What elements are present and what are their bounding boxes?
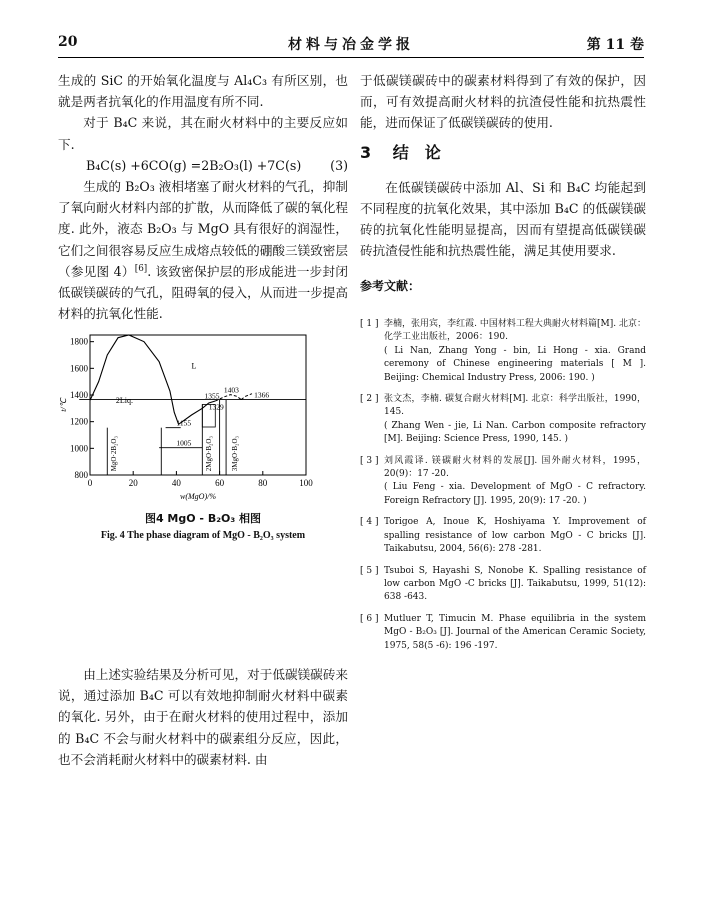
left-column-top xyxy=(58,70,348,324)
paragraph: 由上述实验结果及分析可见，对于低碳镁碳砖来说，通过添加 B₄C 可以有效地抑制耐火材料中碳素的氧化. 另外，由于在耐火材料的使用过程中，添加的 B₄C 不会与耐火材料中的碳素组分反应，因此，也不会消耗耐火材料中的碳素材料. 由 xyxy=(58,667,348,767)
region-label-2liq: 2Liq. xyxy=(115,396,134,405)
reference-body xyxy=(384,565,646,605)
reference-number: [ 1 ] xyxy=(360,319,379,329)
temperature-label: 1329 xyxy=(208,402,224,412)
reference-item xyxy=(360,613,646,653)
reference-item xyxy=(360,565,646,605)
reference-text-cn: 刘风霞译. 镁碳耐火材料的发展[J]. 国外耐火材料，1995，20(9)：17 -20. xyxy=(384,455,646,480)
reference-text-en: Torigoe A, Inoue K, Hoshiyama Y. Improvement of spalling resistance of low carbon MgO - C bricks [J]. Taikabutsu, 2004, 56(6): 278 -281. xyxy=(384,517,646,555)
compound-label: 2MgO·B₂O₃ xyxy=(204,436,213,472)
reference-body xyxy=(384,455,646,509)
reference-body xyxy=(384,393,646,447)
y-tick-label: 1800 xyxy=(70,336,88,347)
paragraph: 于低碳镁碳砖中的碳素材料得到了有效的保护，因而，可有效提高耐火材料的抗渣侵性能和抗热震性能，进而保证了低碳镁碳砖的使用. xyxy=(360,73,646,131)
reference-number: [ 3 ] xyxy=(360,455,379,466)
paragraph: 生成的 SiC 的开始氧化温度与 Al₄C₃ 有所区别，也就是两者抗氧化的作用温度有所不同. xyxy=(58,73,348,110)
reference-item xyxy=(360,393,646,447)
figure-4 xyxy=(58,325,348,655)
equation-number: (3) xyxy=(330,157,348,173)
temperature-label: 1005 xyxy=(176,438,192,448)
compound-label: MgO·2B₂O₃ xyxy=(109,436,118,472)
temperature-label: 1403 xyxy=(223,385,239,395)
temperature-label: 1366 xyxy=(254,390,270,400)
reference-list xyxy=(360,318,646,661)
section-heading xyxy=(360,142,646,163)
header-rule xyxy=(58,57,644,58)
x-tick-label: 60 xyxy=(215,478,225,488)
region-label-l: L xyxy=(191,361,197,371)
temperature-label: 1155 xyxy=(176,418,192,428)
y-tick-label: 800 xyxy=(74,470,88,480)
reference-item xyxy=(360,455,646,509)
references-title: 参考文献： xyxy=(360,278,421,293)
paragraph: 在低碳镁碳砖中添加 Al、Si 和 B₄C 均能起到不同程度的抗氧化效果，其中添加 B₄C 的低碳镁碳砖的抗氧化性能明显提高，因而有望提高低碳镁碳砖抗渣侵性能和抗热震性能，满足其使用要求. xyxy=(360,179,646,259)
reference-text-en: ( Li Nan, Zhang Yong - bin, Li Hong - xia. Grand ceremony of Chinese engineering materials [ M ]. Beijing: Chemical Industry Press, 2006: 190. ) xyxy=(384,345,646,383)
reference-text-en: ( Zhang Wen - jie, Li Nan. Carbon composite refractory [M]. Beijing: Science Press, 1990, 145. ) xyxy=(384,420,646,445)
equation-row xyxy=(58,155,348,176)
y-tick-label: 1000 xyxy=(70,443,88,454)
reference-item xyxy=(360,516,646,556)
x-tick-label: 20 xyxy=(128,478,138,488)
running-header xyxy=(58,32,644,54)
x-tick-label: 80 xyxy=(258,478,268,488)
reference-number: [ 6 ] xyxy=(360,613,379,624)
x-axis-label: w(MgO)/% xyxy=(180,492,216,501)
paragraph xyxy=(58,176,348,324)
paragraph: 对于 B₄C 来说，其在耐火材料中的主要反应如下. xyxy=(58,115,348,152)
reference-text-cn: 李楠，张用宾，李红霞. 中国材料工程大典耐火材料篇[M]. 北京：化学工业出版社，2006：190. xyxy=(384,319,646,343)
left-column-bottom xyxy=(58,664,348,770)
reference-item xyxy=(360,318,646,385)
figure-caption-en: Fig. 4 The phase diagram of MgO - B₂O₃ system xyxy=(100,530,306,541)
y-tick-label: 1600 xyxy=(70,363,88,374)
y-axis-label: t/℃ xyxy=(59,398,68,412)
x-tick-label: 40 xyxy=(171,478,181,488)
reference-text-en: ( Liu Feng - xia. Development of MgO - C refractory. Foreign Refractory [J]. 1995, 20(9): 17 -20. ) xyxy=(384,482,646,506)
reference-number: [ 4 ] xyxy=(360,517,379,528)
paragraph-text: 生成的 B₂O₃ 液相堵塞了耐火材料的气孔，抑制了氧向耐火材料内部的扩散，从而降低了碳的氧化程度. 此外，液态 B₂O₃ 与 MgO 具有很好的润湿性，它们之间很容易反应生成熔点较低的硼酸三镁致密层（参见图 4） xyxy=(58,179,348,279)
plot-frame xyxy=(90,335,306,475)
reference-number: [ 5 ] xyxy=(360,565,379,576)
reference-body xyxy=(384,516,646,556)
y-tick-label: 1400 xyxy=(70,390,88,400)
paragraph-text: . 该致密保护层的形成能进一步封闭低碳镁碳砖的气孔，阻碍氧的侵入，从而进一步提高材料的抗氧化性能. xyxy=(58,263,348,322)
reference-number: [ 2 ] xyxy=(360,394,379,405)
journal-title: 材料与冶金学报 xyxy=(288,37,414,53)
x-tick-label: 0 xyxy=(87,478,93,488)
phase-boundary-line xyxy=(241,394,252,400)
compound-label: 3MgO·B₂O₃ xyxy=(230,436,239,472)
reference-text-cn: 张文杰，李楠. 碳复合耐火材料[M]. 北京：科学出版社，1990，145. xyxy=(384,394,646,418)
reference-body xyxy=(384,318,646,385)
equation: B₄C(s) +6CO(g) =2B₂O₃(l) +7C(s) xyxy=(86,157,302,173)
phase-boundary-line xyxy=(90,335,179,424)
citation: [6] xyxy=(134,263,148,274)
x-tick-label: 100 xyxy=(299,478,313,488)
phase-diagram-chart xyxy=(58,325,348,505)
section-title: 结 论 xyxy=(392,142,441,162)
section-number: 3 xyxy=(360,142,372,162)
temperature-label: 1355 xyxy=(204,391,220,401)
reference-body xyxy=(384,613,646,653)
figure-caption-cn: 图4 MgO - B₂O₃ 相图 xyxy=(144,512,262,525)
volume-label: 第 11 卷 xyxy=(586,37,644,53)
reference-text-en: Tsuboi S, Hayashi S, Nonobe K. Spalling resistance of low carbon MgO -C bricks [J]. Taikabutsu, 1999, 51(12): 638 -643. xyxy=(384,565,646,603)
page-number: 20 xyxy=(58,34,78,50)
reference-text-en: Mutluer T, Timucin M. Phase equilibria in the system MgO - B₂O₃ [J]. Journal of the American Ceramic Society, 1975, 58(5 -6): 196 -197. xyxy=(384,613,646,651)
right-column xyxy=(360,70,646,307)
y-tick-label: 1200 xyxy=(70,416,88,427)
